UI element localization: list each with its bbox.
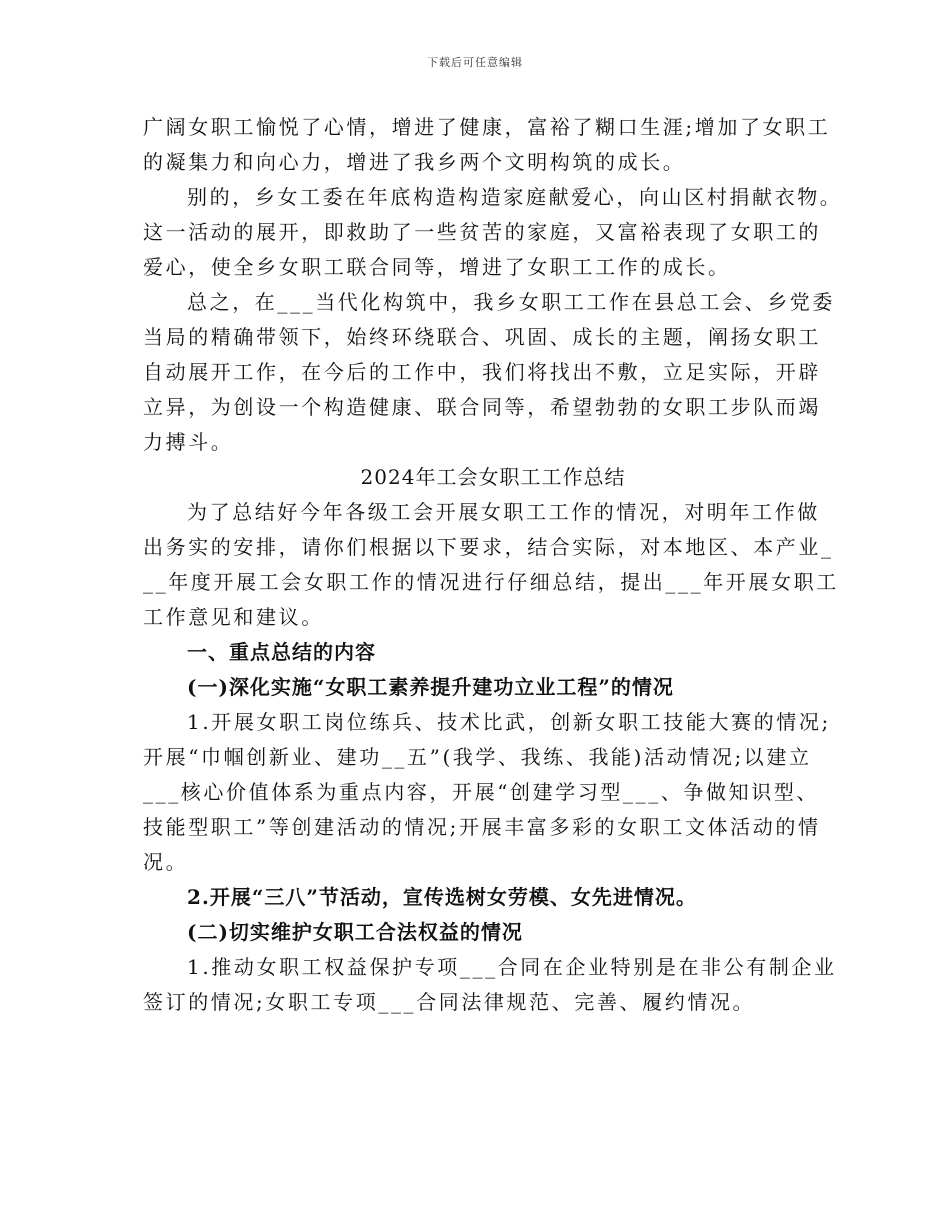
text-line: 技能型职工”等创建活动的情况;开展丰富多彩的女职工文体活动的情 (143, 815, 821, 839)
text-line: 1.推动女职工权益保护专项___合同在企业特别是在非公有制企业 (187, 955, 837, 979)
text-line: 出务实的安排，请你们根据以下要求，结合实际，对本地区、本产业_ (143, 535, 834, 559)
text-line: 别的，乡女工委在年底构造构造家庭献爱心，向山区村捐献衣物。 (187, 185, 843, 209)
text-line: 当局的精确带领下，始终环绕联合、巩固、成长的主题，阐扬女职工 (143, 325, 821, 349)
text-line: 的凝集力和向心力，增进了我乡两个文明构筑的成长。 (143, 150, 686, 174)
text-line: 力搏斗。 (143, 430, 234, 454)
text-line: 为了总结好今年各级工会开展女职工工作的情况，对明年工作做 (187, 500, 820, 524)
item-heading: 2.开展“三八”节活动，宣传选树女劳模、女先进情况。 (187, 885, 697, 909)
text-line: 开展“巾帼创新业、建功__五”(我学、我练、我能)活动情况;以建立 (143, 745, 812, 769)
text-line: 工作意见和建议。 (143, 605, 324, 629)
text-line: 这一活动的展开，即救助了一些贫苦的家庭，又富裕表现了女职工的 (143, 220, 821, 244)
text-line: 立异，为创设一个构造健康、联合同等，希望勃勃的女职工步队而竭 (143, 395, 821, 419)
text-line: 爱心，使全乡女职工联合同等，增进了女职工工作的成长。 (143, 255, 731, 279)
text-line: __年度开展工会女职工作的情况进行仔细总结，提出___年开展女职工 (143, 570, 839, 594)
header-note: 下载后可任意编辑 (427, 56, 523, 69)
section-heading: 一、重点总结的内容 (187, 640, 376, 664)
text-line: 自动展开工作，在今后的工作中，我们将找出不敷，立足实际，开辟 (143, 360, 821, 384)
text-line: ___核心价值体系为重点内容，开展“创建学习型___、争做知识型、 (143, 780, 820, 804)
document-body (143, 110, 843, 1020)
text-line: 签订的情况;女职工专项___合同法律规范、完善、履约情况。 (143, 990, 756, 1014)
document-title: 2024年工会女职工工作总结 (360, 465, 626, 489)
text-line: 广阔女职工愉悦了心情，增进了健康，富裕了糊口生涯;增加了女职工 (143, 115, 831, 139)
text-line: 总之，在___当代化构筑中，我乡女职工工作在县总工会、乡党委 (187, 290, 835, 314)
subsection-heading: (二)切实维护女职工合法权益的情况 (187, 920, 523, 944)
text-line: 1.开展女职工岗位练兵、技术比武，创新女职工技能大赛的情况; (187, 710, 831, 734)
text-line: 况。 (143, 850, 189, 874)
subsection-heading: (一)深化实施“女职工素养提升建功立业工程”的情况 (187, 675, 674, 699)
